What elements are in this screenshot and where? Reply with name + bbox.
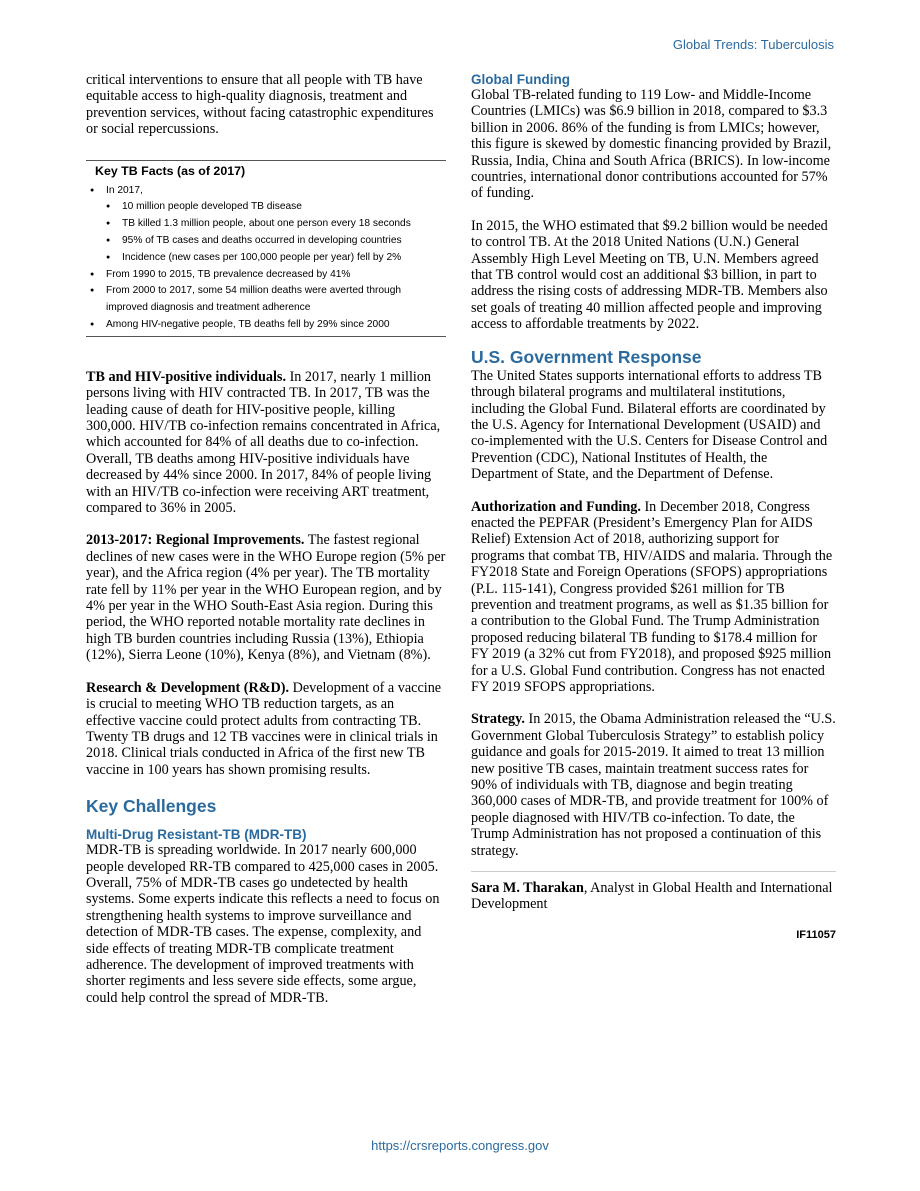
author-divider <box>471 871 836 872</box>
fact-item: ● 95% of TB cases and deaths occurred in developing countries <box>86 233 446 250</box>
author-role: , Analyst in Global Health and International Development <box>471 880 833 913</box>
key-facts-box <box>86 160 446 337</box>
usg-paragraph: The United States supports international efforts to address TB through bilateral programs and multilateral institutions, including the Global Fund. Bilateral efforts are coordinated by the U.S. Agency for International Development (USAID) and co-implemented with the U.S. Centers for Disease Control and Prevention (CDC), National Institutes of Health, the Department of State, and the Department of Defense. <box>471 367 828 483</box>
fact-item-continuation: improved diagnosis and treatment adherence <box>106 302 311 314</box>
usg-response-heading: U.S. Government Response <box>471 346 702 367</box>
strategy-lead: Strategy. <box>471 711 525 728</box>
strategy-paragraph <box>471 711 836 859</box>
fact-item <box>86 283 446 317</box>
hiv-lead: TB and HIV-positive individuals. <box>86 368 287 385</box>
fact-item: ● In 2017, <box>86 183 446 200</box>
fact-item: ● From 1990 to 2015, TB prevalence decreased by 41% <box>86 267 446 284</box>
author-name: Sara M. Tharakan <box>471 880 584 897</box>
authorization-lead: Authorization and Funding. <box>471 498 641 515</box>
strategy-text: In 2015, the Obama Administration released the “U.S. Government Global Tuberculosis Strategy” to establish policy guidance and goals for 2015-2019. It aimed to treat 13 million new positive TB cases, maintain treatment success rates for 90% of individuals with TB, diagnose and begin treating 360,000 cases of MDR-TB, and provide treatment for 100% of people diagnosed with HIV/TB co-infection. To date, the Trump Administration has not proposed a continuation of this strategy. <box>471 711 836 859</box>
intro-paragraph: critical interventions to ensure that all people with TB have equitable access to high-quality diagnosis, treatment and prevention services, without facing catastrophic expenditures or social repercussions. <box>86 72 434 138</box>
key-challenges-heading: Key Challenges <box>86 796 217 817</box>
key-facts-title: Key TB Facts (as of 2017) <box>95 163 246 178</box>
global-funding-heading: Global Funding <box>471 72 570 87</box>
hiv-text: In 2017, nearly 1 million persons living with HIV contracted TB. In 2017, TB was the leading cause of death for HIV-positive people, killing 300,000. HIV/TB co-infection remains concentrated in Africa, which accounted for 84% of all deaths due to co-infection. Overall, TB deaths among HIV-positive individuals have decreased by 44% since 2000. In 2017, 84% of people living with an HIV/TB co-infection were receiving ART treatment, compared to 36% in 2005. <box>86 368 441 517</box>
fact-item: ● 10 million people developed TB disease <box>86 199 446 216</box>
rd-text: Development of a vaccine is crucial to meeting WHO TB reduction targets, as an effective vaccine could protect adults from contracting TB. Twenty TB drugs and 12 TB vaccines were in clinical trials in 2018. Clinical trials conducted in Africa of the first new TB vaccine in 100 years has shown promising results. <box>86 679 442 778</box>
regional-paragraph <box>86 532 446 663</box>
right-column <box>471 72 836 941</box>
fact-item: ● Incidence (new cases per 100,000 people per year) fell by 2% <box>86 250 446 267</box>
who-paragraph: In 2015, the WHO estimated that $9.2 billion would be needed to control TB. At the 2018 United Nations (U.N.) General Assembly High Level Meeting on TB, U.N. Members agreed that TB control would cost an additional $3 billion, in part to address the rising costs of addressing MDR-TB. Members also set goals of treating 40 million affected people and improving access to affordable treatments by 2022. <box>471 217 828 333</box>
footer-link[interactable]: https://crsreports.congress.gov <box>371 1138 549 1153</box>
hiv-paragraph <box>86 369 446 517</box>
author-credit <box>471 880 836 913</box>
running-header: Global Trends: Tuberculosis <box>672 37 834 52</box>
fact-item: ● Among HIV-negative people, TB deaths fell by 29% since 2000 <box>86 317 446 334</box>
report-code: IF11057 <box>796 928 836 941</box>
authorization-paragraph <box>471 499 836 696</box>
funding-paragraph: Global TB-related funding to 119 Low- and Middle-Income Countries (LMICs) was $6.9 billion in 2018, compared to $3.3 billion in 2006. 86% of the funding is from LMICs; however, this figure is skewed by domestic financing provided by Brazil, Russia, India, China and South Africa (BRICS). In low-income countries, international donor contributions accounted for 57% of funding. <box>471 87 832 202</box>
mdr-paragraph: MDR-TB is spreading worldwide. In 2017 nearly 600,000 people developed RR-TB compared to 425,000 cases in 2005. Overall, 75% of MDR-TB cases go undetected by health systems. Some experts indicate this reflects a need to focus on strengthening health systems to improve surveillance and detection of MDR-TB cases. The expense, complexity, and side effects of treating MDR-TB complicate treatment adherence. The development of improved treatments with shorter regiments and less severe side effects, some argue, could help control the spread of MDR-TB. <box>86 842 440 1006</box>
rd-paragraph <box>86 680 446 778</box>
rd-lead: Research & Development (R&D). <box>86 679 290 696</box>
fact-item: ● TB killed 1.3 million people, about one person every 18 seconds <box>86 216 446 233</box>
regional-lead: 2013-2017: Regional Improvements. <box>86 532 305 549</box>
key-facts-list <box>86 183 446 334</box>
mdr-heading: Multi-Drug Resistant-TB (MDR-TB) <box>86 827 307 843</box>
authorization-text: In December 2018, Congress enacted the PEPFAR (President’s Emergency Plan for AIDS Relief) Extension Act of 2018, authorizing support for programs that combat TB, HIV/AIDS and malaria. Through the FY2018 State and Foreign Operations (SFOPS) appropriations (P.L. 115-141), Congress provided $261 million for TB prevention and treatment programs, as well as $1.35 billion for a contribution to the Global Fund. The Trump Administration proposed reducing bilateral TB funding to $178.4 million for FY 2019 (a 32% cut from FY2018), and proposed $925 million for a U.S. Global Fund contribution. Congress has not enacted FY 2019 SFOPS appropriations. <box>471 498 833 695</box>
fact-item-line: From 2000 to 2017, some 54 million deaths were averted through <box>106 285 402 297</box>
left-column <box>86 72 446 1006</box>
regional-text: The fastest regional declines of new cases were in the WHO Europe region (5% per year), and the Africa region (4% per year). The TB mortality rate fell by 11% per year in the WHO European region, and by 4% per year in the WHO South-East Asia region. During this period, the WHO reported notable mortality rate declines in high TB burden countries including Russia (13%), Ethiopia (12%), Sierra Leone (10%), Kenya (8%), and Vietnam (8%). <box>86 532 446 664</box>
